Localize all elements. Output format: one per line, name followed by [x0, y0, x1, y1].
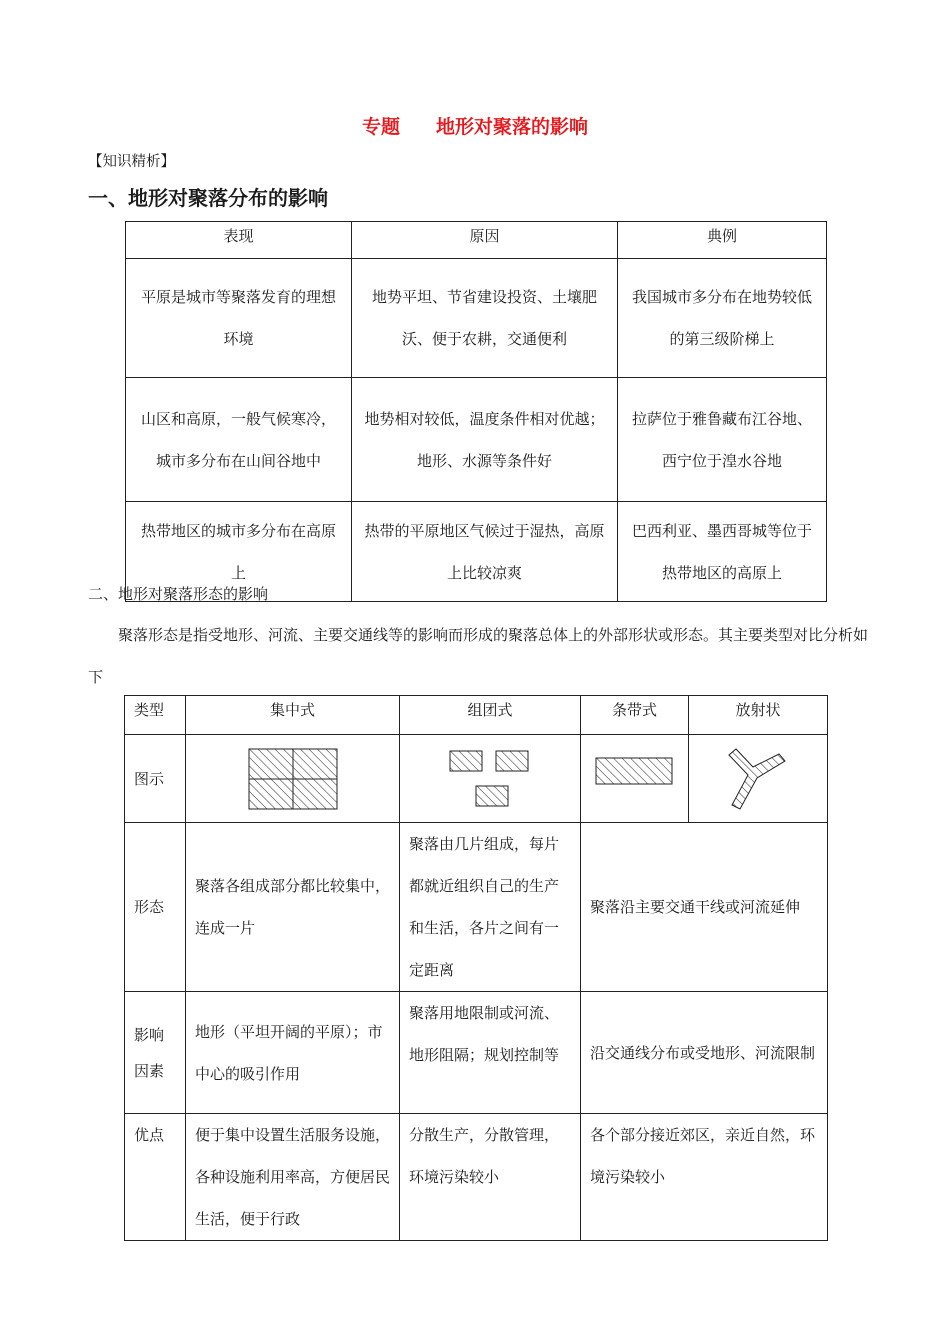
column-header: 组团式	[400, 696, 581, 735]
document-title	[0, 112, 950, 139]
distribution-table	[125, 221, 827, 602]
table-cell: 山区和高原，一般气候寒冷，城市多分布在山间谷地中	[126, 378, 352, 502]
table-cell: 拉萨位于雅鲁藏布江谷地、西宁位于湟水谷地	[618, 378, 827, 502]
table-row	[126, 378, 827, 502]
table-row	[125, 992, 828, 1114]
column-header: 条带式	[581, 696, 689, 735]
row-label: 影响因素	[125, 992, 186, 1114]
morphology-table	[124, 695, 828, 1241]
title-main: 地形对聚落的影响	[436, 116, 589, 138]
column-header: 放射状	[689, 696, 828, 735]
table-cell: 分散生产，分散管理，环境污染较小	[400, 1114, 581, 1241]
concentrated-diagram	[248, 748, 338, 810]
section2-heading: 二、地形对聚落形态的影响	[88, 585, 269, 603]
table-cell: 平原是城市等聚落发育的理想环境	[126, 259, 352, 378]
radial-diagram	[727, 747, 789, 811]
table-cell: 聚落用地限制或河流、地形阻隔；规划控制等	[400, 992, 581, 1114]
radial-diagram-cell	[689, 735, 828, 823]
section2-paragraph: 聚落形态是指受地形、河流、主要交通线等的影响而形成的聚落总体上的外部形状或形态。其主要类型对比分析如下	[88, 626, 869, 686]
strip-diagram	[595, 757, 675, 785]
table-cell: 巴西利亚、墨西哥城等位于热带地区的高原上	[618, 502, 827, 602]
cluster-diagram-cell	[400, 735, 581, 823]
table-row	[126, 259, 827, 378]
row-label: 图示	[125, 735, 186, 823]
column-header: 原因	[352, 222, 618, 259]
row-label: 形态	[125, 823, 186, 992]
table-cell: 我国城市多分布在地势较低的第三级阶梯上	[618, 259, 827, 378]
table-cell: 地势相对较低，温度条件相对优越；地形、水源等条件好	[352, 378, 618, 502]
title-prefix: 专题	[361, 116, 400, 138]
strip-diagram-cell	[581, 735, 689, 823]
table-cell: 热带的平原地区气候过于湿热，高原上比较凉爽	[352, 502, 618, 602]
section1-heading: 一、地形对聚落分布的影响	[88, 186, 328, 210]
table-cell: 聚落沿主要交通干线或河流延伸	[581, 823, 828, 992]
table-row	[125, 823, 828, 992]
cluster-diagram	[449, 750, 531, 808]
table-row	[125, 1114, 828, 1241]
table-cell: 热带地区的城市多分布在高原上	[126, 502, 352, 602]
concentrated-diagram-cell	[186, 735, 400, 823]
table-cell: 聚落由几片组成，每片都就近组织自己的生产和生活，各片之间有一定距离	[400, 823, 581, 992]
column-header: 典例	[618, 222, 827, 259]
table-header-row	[126, 222, 827, 259]
table-cell: 聚落各组成部分都比较集中，连成一片	[186, 823, 400, 992]
table-cell: 地形（平坦开阔的平原）；市中心的吸引作用	[186, 992, 400, 1114]
column-header: 表现	[126, 222, 352, 259]
table-cell: 地势平坦、节省建设投资、土壤肥沃、便于农耕，交通便利	[352, 259, 618, 378]
column-header: 类型	[125, 696, 186, 735]
row-label: 优点	[125, 1114, 186, 1241]
table-cell: 沿交通线分布或受地形、河流限制	[581, 992, 828, 1114]
table-header-row	[125, 696, 828, 735]
section-tag: 【知识精析】	[88, 154, 175, 170]
figure-row	[125, 735, 828, 823]
table-cell: 各个部分接近郊区，亲近自然，环境污染较小	[581, 1114, 828, 1241]
column-header: 集中式	[186, 696, 400, 735]
table-cell: 便于集中设置生活服务设施，各种设施利用率高，方便居民生活，便于行政	[186, 1114, 400, 1241]
